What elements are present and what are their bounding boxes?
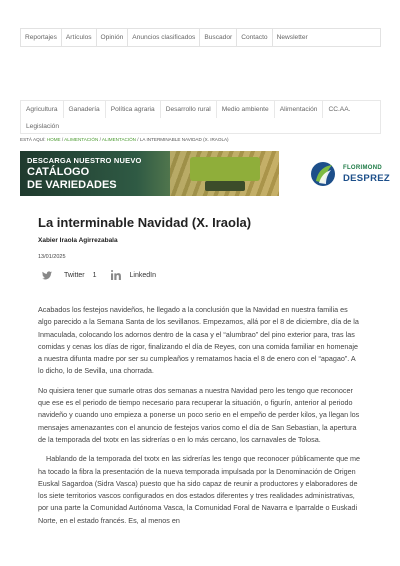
florimond-desprez-logo-icon [310, 161, 338, 187]
breadcrumb-separator: / [60, 137, 65, 142]
section-nav-row [21, 118, 380, 135]
share-bar [38, 270, 156, 280]
banner-image [20, 151, 279, 196]
brand-name-bottom: DESPREZ [343, 173, 390, 184]
header-ad-space [20, 47, 381, 97]
banner-line-1: DESCARGA NUESTRO NUEVO [27, 156, 142, 165]
section-desarrollo-rural[interactable]: Desarrollo rural [161, 101, 217, 118]
section-legislacion[interactable]: Legislación [26, 123, 59, 130]
nav-buscador[interactable]: Buscador [200, 29, 237, 46]
article-paragraph: Acabados los festejos navideños, he llegado a la conclusión que la Navidad en nuestra familia es algo parecido a la Semana Santa de los sevillanos. Empezamos, allá por el 8 de diciembre, día de la Inmaculada, colocando los adornos dentro de la casa y el “alumbrao” del pino exterior para, tras las comidas y cenas los días de rigor, finalizando el día de Reyes, con una comida familiar en homenaje a nuestra difunta madre por ser su cumpleaños y rematamos hacia el 8 de enero con el “apagao”. A lo dicho, lo de Sevilla, una chorrada. [38, 305, 359, 376]
article-author[interactable]: Xabier Iraola Agirrezabala [38, 237, 118, 244]
article-title: La interminable Navidad (X. Iraola) [38, 215, 252, 230]
linkedin-share-button[interactable] [111, 270, 156, 280]
banner-brand-area [279, 151, 390, 196]
banner-harvester-base-graphic [205, 181, 245, 191]
twitter-share-count: 1 [92, 271, 97, 279]
brand-name-top: FLORIMOND [343, 165, 383, 171]
section-alimentacion[interactable]: Alimentación [275, 101, 324, 118]
nav-anuncios[interactable]: Anuncios clasificados [128, 29, 200, 46]
twitter-label: Twitter [64, 271, 85, 279]
article-date: 13/01/2025 [38, 254, 66, 260]
breadcrumb-alimentacion[interactable]: ALIMENTACIÓN [64, 137, 99, 142]
banner-line-3: DE VARIEDADES [27, 179, 117, 191]
section-nav-row [21, 101, 380, 118]
linkedin-icon [111, 270, 121, 280]
section-ccaa[interactable]: CC.AA. [328, 106, 351, 113]
nav-opinion[interactable]: Opinión [97, 29, 129, 46]
nav-newsletter[interactable]: Newsletter [276, 34, 308, 41]
breadcrumb [20, 137, 229, 142]
nav-reportajes[interactable]: Reportajes [21, 29, 62, 46]
catalog-banner-ad[interactable] [20, 151, 390, 196]
nav-contacto[interactable]: Contacto [237, 29, 272, 46]
breadcrumb-current: LA INTERMINABLE NAVIDAD (X. IRAOLA) [139, 137, 229, 142]
banner-line-2: CATÁLOGO [27, 166, 90, 178]
section-ganaderia[interactable]: Ganadería [64, 101, 106, 118]
article-paragraph: Hablando de la temporada del txotx en las sidrerías les tengo que reconocer públicamente que me ha tocado la fibra la presentación de la nueva temporada impulsada por la Denominación de Origen Euskal Sagardoa (Sidra Vasca) puesto que ha sido capaz de reunir a productores y elaboradores de los siete territorios vascos configurados en dos estados diferentes y tres realidades administrativas, por una parte la Comunidad Autónoma Vasca, la Comunidad Foral de Navarra e Iparralde o Euskadi Norte, en el estado francés. Es, al menos en [38, 454, 361, 525]
linkedin-label: LinkedIn [129, 271, 156, 279]
article-paragraph: No quisiera tener que sumarle otras dos semanas a nuestra Navidad pero les tengo que reconocer que ese es el periodo de tiempo necesario para recuperar la situación, o figurín, anterior al periodo navideño y cuando uno empieza a ponerse un poco serio en el empeño de perder kilos, ya llegan los mensajes amenazantes con el anuncio de festejos varios como el día de San Sebastian, la apertura de la temporada del txotx en las sidrerías o en lo más cercano, los carnavales de Tolosa. [38, 385, 360, 444]
breadcrumb-home[interactable]: HOME [46, 137, 61, 142]
section-medio-ambiente[interactable]: Medio ambiente [217, 101, 275, 118]
breadcrumb-separator: / [98, 137, 102, 142]
top-nav [20, 28, 381, 47]
breadcrumb-prefix: ESTÁ AQUÍ: [20, 137, 47, 142]
section-nav [20, 100, 381, 134]
section-politica-agraria[interactable]: Política agraria [106, 101, 161, 118]
section-agricultura[interactable]: Agricultura [21, 101, 64, 118]
banner-harvester-graphic [190, 157, 260, 181]
breadcrumb-alimentacion-sub[interactable]: ALIMENTACIÓN [101, 137, 136, 142]
nav-articulos[interactable]: Artículos [62, 29, 97, 46]
twitter-share-button[interactable] [38, 271, 97, 280]
article-body [38, 304, 362, 534]
breadcrumb-separator: / [136, 137, 140, 142]
twitter-icon [42, 271, 52, 280]
